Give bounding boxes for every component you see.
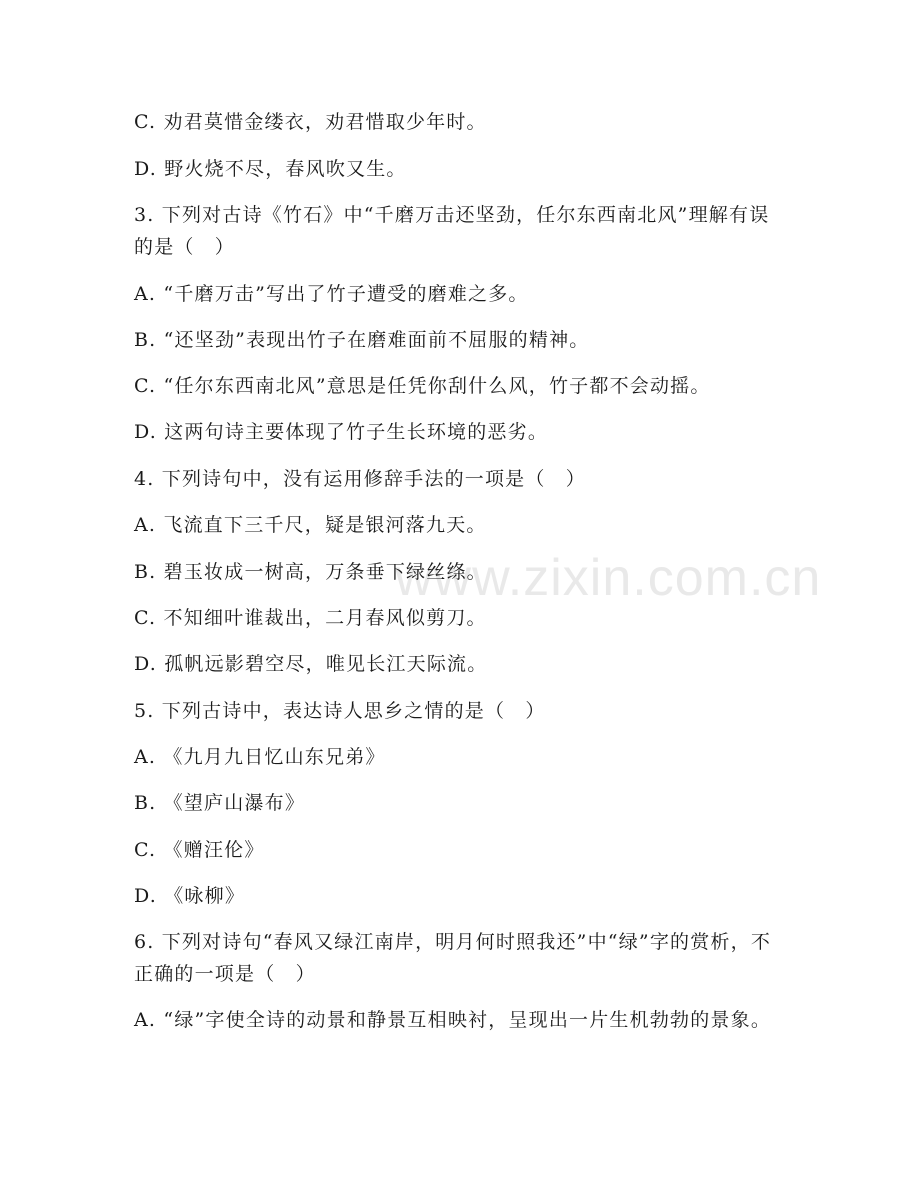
option-a-q5: A. 《九月九日忆山东兄弟》 <box>134 746 386 768</box>
option-c-q5: C. 《赠汪伦》 <box>134 839 265 861</box>
option-b-q4: B. 碧玉妆成一树高，万条垂下绿丝绦。 <box>134 561 487 583</box>
option-a-q4: A. 飞流直下三千尺，疑是银河落九天。 <box>134 514 487 536</box>
option-d-q2: D. 野火烧不尽，春风吹又生。 <box>134 158 407 180</box>
option-a-q6: A. “绿”字使全诗的动景和静景互相映衬，呈现出一片生机勃勃的景象。 <box>134 1009 772 1031</box>
option-d-q5: D. 《咏柳》 <box>134 885 246 907</box>
watermark: www.zixin.com.cn <box>395 549 822 607</box>
option-c-q3: C. “任尔东西南北风”意思是任凭你刮什么风，竹子都不会动摇。 <box>134 375 711 397</box>
question-6: 6. 下列对诗句“春风又绿江南岸，明月何时照我还”中“绿”字的赏析，不正确的一项是（ ） <box>134 931 772 985</box>
option-b-q5: B. 《望庐山瀑布》 <box>134 792 306 814</box>
question-5: 5. 下列古诗中，表达诗人思乡之情的是（ ） <box>134 700 546 722</box>
question-3: 3. 下列对古诗《竹石》中“千磨万击还坚劲，任尔东西南北风”理解有误的是（ ） <box>134 204 770 258</box>
option-a-q3: A. “千磨万击”写出了竹子遭受的磨难之多。 <box>134 283 529 305</box>
option-d-q3: D. 这两句诗主要体现了竹子生长环境的恶劣。 <box>134 421 549 443</box>
question-4: 4. 下列诗句中，没有运用修辞手法的一项是（ ） <box>134 468 586 490</box>
option-c-q4: C. 不知细叶谁裁出，二月春风似剪刀。 <box>134 607 487 629</box>
option-c-q2: C. 劝君莫惜金缕衣，劝君惜取少年时。 <box>134 111 487 133</box>
option-d-q4: D. 孤帆远影碧空尽，唯见长江天际流。 <box>134 653 488 675</box>
option-b-q3: B. “还坚劲”表现出竹子在磨难面前不屈服的精神。 <box>134 329 590 351</box>
